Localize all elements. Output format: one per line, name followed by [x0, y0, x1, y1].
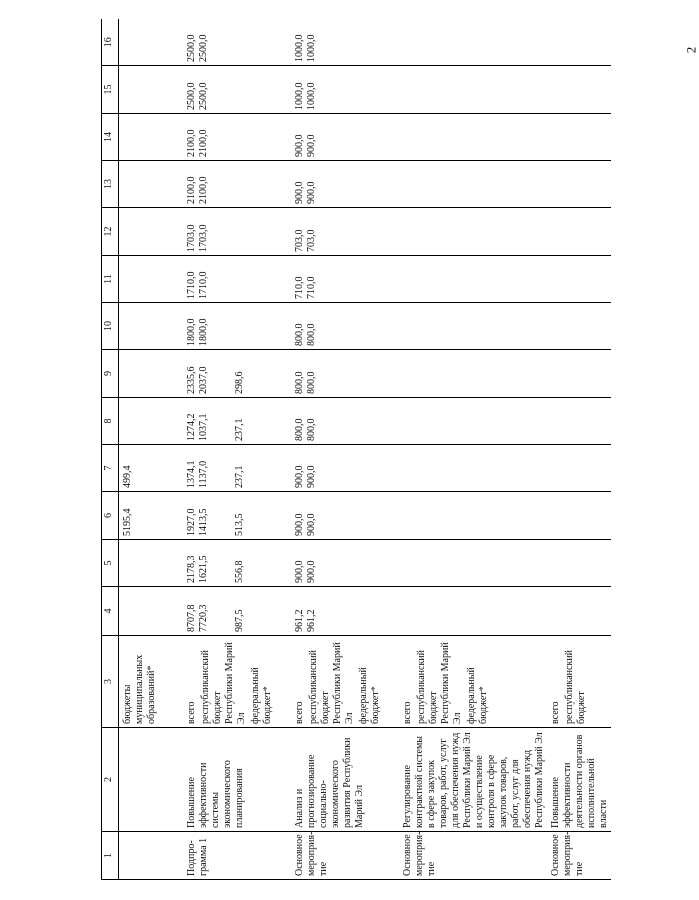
- value-line: [562, 495, 574, 536]
- column-header-3: 3: [102, 636, 119, 728]
- column-header-6: 6: [102, 492, 119, 540]
- column-header-16: 16: [102, 20, 119, 66]
- value-cell: [399, 66, 547, 114]
- value-line: [414, 448, 426, 488]
- value-line: [122, 306, 134, 346]
- value-line: [550, 448, 562, 488]
- value-line: 900,0: [306, 465, 317, 488]
- value-line: [134, 211, 146, 252]
- value-line: 1000,0: [294, 82, 305, 110]
- value-line: [550, 353, 562, 394]
- value-cell: [183, 114, 291, 161]
- value-line: 900,0: [306, 560, 317, 583]
- value-cell: [399, 114, 547, 161]
- value-line: 499,4: [122, 465, 133, 488]
- value-line: [402, 495, 414, 536]
- value-line: [562, 543, 574, 583]
- value-cell: [291, 445, 399, 492]
- value-line: [134, 590, 146, 632]
- value-line: [122, 353, 134, 394]
- value-cell: [291, 66, 399, 114]
- value-line: [550, 211, 562, 252]
- funding-source-label: республиканский бюджет Республики Марий Эл: [308, 642, 355, 724]
- value-line: [550, 259, 562, 299]
- value-line: 1413,5: [198, 508, 209, 536]
- column-header-9: 9: [102, 350, 119, 398]
- value-line: [414, 306, 426, 346]
- column-header-11: 11: [102, 256, 119, 303]
- value-cell: [119, 114, 184, 161]
- value-cell: [399, 20, 547, 66]
- funding-source-label: всего: [186, 701, 197, 724]
- value-line: [562, 164, 574, 204]
- value-line: 900,0: [306, 181, 317, 204]
- value-line: [402, 117, 414, 157]
- value-line: 1137,0: [198, 460, 209, 488]
- funding-source-label: федеральный бюджет*: [250, 667, 273, 724]
- funding-source-label: федеральный бюджет*: [358, 667, 381, 724]
- value-line: 1274,2: [186, 413, 197, 441]
- value-cell: [399, 161, 547, 208]
- value-line: 513,5: [234, 513, 245, 536]
- value-line: 1000,0: [294, 34, 305, 62]
- value-cell: [547, 20, 611, 66]
- value-cell: [183, 208, 291, 256]
- value-cell: [291, 208, 399, 256]
- value-line: [414, 69, 426, 110]
- value-cell: [291, 256, 399, 303]
- page-number: 2: [683, 46, 699, 54]
- funding-source-cell: [399, 636, 547, 728]
- value-cell: [119, 350, 184, 398]
- value-line: [122, 401, 134, 441]
- value-cell: [399, 540, 547, 587]
- value-line: 961,2: [294, 609, 305, 632]
- value-line: [134, 164, 146, 204]
- program-name-cell: Анализ и прогнозирование социально-экономического развития Республики Марий Эл: [291, 728, 399, 832]
- value-line: 703,0: [306, 229, 317, 252]
- value-line: [134, 306, 146, 346]
- value-line: [122, 117, 134, 157]
- funding-source-cell: [547, 636, 611, 728]
- program-type-cell: Основное мероприя-тие: [547, 832, 611, 880]
- value-line: [550, 543, 562, 583]
- value-line: 8707,8: [186, 604, 197, 632]
- value-line: 800,0: [294, 323, 305, 346]
- value-cell: [183, 161, 291, 208]
- value-line: 900,0: [306, 513, 317, 536]
- value-line: [402, 306, 414, 346]
- value-line: [562, 353, 574, 394]
- value-cell: [291, 540, 399, 587]
- value-cell: [547, 350, 611, 398]
- value-cell: [547, 587, 611, 636]
- value-line: 1000,0: [306, 82, 317, 110]
- program-name-cell: Повышение эффективности системы экономического планирования: [183, 728, 291, 832]
- table-row: [547, 20, 611, 880]
- value-line: [414, 401, 426, 441]
- value-line: [134, 448, 146, 488]
- value-cell: [399, 398, 547, 445]
- value-cell: [547, 114, 611, 161]
- value-line: [550, 401, 562, 441]
- value-line: [402, 164, 414, 204]
- column-header-8: 8: [102, 398, 119, 445]
- value-line: [414, 353, 426, 394]
- funding-source-cell: [291, 636, 399, 728]
- value-line: 2500,0: [186, 34, 197, 62]
- value-line: 1710,0: [198, 271, 209, 299]
- value-cell: [291, 350, 399, 398]
- value-line: 800,0: [294, 418, 305, 441]
- value-line: [550, 23, 562, 63]
- value-cell: [399, 350, 547, 398]
- value-line: [414, 495, 426, 536]
- value-line: 2100,0: [198, 176, 209, 204]
- value-line: [134, 117, 146, 157]
- value-line: [414, 117, 426, 157]
- column-header-1: 1: [102, 832, 119, 880]
- value-line: 800,0: [294, 371, 305, 394]
- value-cell: [291, 114, 399, 161]
- value-line: [562, 211, 574, 252]
- value-line: 1800,0: [186, 318, 197, 346]
- value-line: 5195,4: [122, 508, 133, 536]
- value-line: [550, 164, 562, 204]
- value-line: 900,0: [306, 134, 317, 157]
- value-line: [234, 23, 246, 63]
- value-line: 710,0: [306, 276, 317, 299]
- value-line: [414, 23, 426, 63]
- value-line: 900,0: [294, 134, 305, 157]
- value-cell: [119, 587, 184, 636]
- table-row: [119, 20, 184, 880]
- value-cell: [547, 398, 611, 445]
- value-cell: [547, 303, 611, 350]
- value-line: 2100,0: [198, 129, 209, 157]
- value-line: [402, 401, 414, 441]
- value-line: [414, 259, 426, 299]
- value-line: [234, 306, 246, 346]
- column-header-14: 14: [102, 114, 119, 161]
- value-line: [402, 590, 414, 632]
- value-line: 800,0: [306, 371, 317, 394]
- value-line: 1927,0: [186, 508, 197, 536]
- value-cell: [183, 540, 291, 587]
- rotated-table-frame: [101, 20, 651, 880]
- column-header-12: 12: [102, 208, 119, 256]
- value-line: [414, 211, 426, 252]
- value-cell: [183, 66, 291, 114]
- value-line: [122, 211, 134, 252]
- table-row: [183, 20, 291, 880]
- value-line: [134, 495, 146, 536]
- value-cell: [547, 540, 611, 587]
- value-line: [234, 69, 246, 110]
- value-line: 7720,3: [198, 604, 209, 632]
- value-cell: [183, 398, 291, 445]
- value-line: [550, 306, 562, 346]
- program-name-cell: Регулирование контрактной системы в сфере закупок товаров, работ, услуг для обеспечения нужд Республики Марий Эл и осуществление контроля в сфере закупок товаров, работ, услуг для обеспечения нужд Республики Марий Эл: [399, 728, 547, 832]
- column-header-4: 4: [102, 587, 119, 636]
- value-line: [134, 69, 146, 110]
- value-line: 1000,0: [306, 34, 317, 62]
- budget-table: [101, 20, 611, 881]
- value-line: [134, 401, 146, 441]
- value-cell: [399, 256, 547, 303]
- column-header-15: 15: [102, 66, 119, 114]
- value-line: 1800,0: [198, 318, 209, 346]
- value-line: 2500,0: [186, 82, 197, 110]
- value-line: [550, 117, 562, 157]
- value-line: [402, 543, 414, 583]
- value-cell: [399, 208, 547, 256]
- value-cell: [183, 350, 291, 398]
- value-line: [234, 259, 246, 299]
- value-line: [562, 401, 574, 441]
- value-line: [562, 259, 574, 299]
- funding-source-label: всего: [550, 701, 561, 724]
- value-line: [562, 23, 574, 63]
- value-cell: [183, 20, 291, 66]
- column-header-7: 7: [102, 445, 119, 492]
- funding-source-label: республиканский бюджет Республики Марий Эл: [416, 642, 463, 724]
- table-row: [399, 20, 547, 880]
- value-line: 2037,0: [198, 366, 209, 394]
- value-line: [122, 164, 134, 204]
- value-line: [562, 117, 574, 157]
- value-cell: [291, 20, 399, 66]
- value-cell: [119, 66, 184, 114]
- value-line: [402, 259, 414, 299]
- value-line: 2100,0: [186, 129, 197, 157]
- value-cell: [291, 161, 399, 208]
- value-line: [122, 259, 134, 299]
- value-cell: [183, 445, 291, 492]
- value-line: [122, 590, 134, 632]
- value-line: 961,2: [306, 609, 317, 632]
- value-line: [550, 495, 562, 536]
- value-line: [122, 69, 134, 110]
- value-line: [234, 117, 246, 157]
- value-line: [234, 211, 246, 252]
- value-line: 1710,0: [186, 271, 197, 299]
- value-line: [562, 69, 574, 110]
- value-line: 237,1: [234, 418, 245, 441]
- column-header-2: 2: [102, 728, 119, 832]
- value-line: 900,0: [294, 181, 305, 204]
- value-cell: [119, 303, 184, 350]
- value-line: 556,8: [234, 560, 245, 583]
- value-cell: [291, 492, 399, 540]
- value-cell: [119, 540, 184, 587]
- value-line: 2500,0: [198, 34, 209, 62]
- value-line: [414, 590, 426, 632]
- value-line: 2500,0: [198, 82, 209, 110]
- program-type-cell: Подпро-грамма 1: [183, 832, 291, 880]
- funding-source-label: всего: [294, 701, 305, 724]
- value-line: [134, 353, 146, 394]
- value-line: 900,0: [294, 465, 305, 488]
- value-line: [414, 164, 426, 204]
- value-line: [122, 23, 134, 63]
- value-cell: [291, 303, 399, 350]
- value-cell: [399, 587, 547, 636]
- value-cell: [291, 398, 399, 445]
- value-line: [550, 590, 562, 632]
- value-line: 900,0: [294, 513, 305, 536]
- value-line: 710,0: [294, 276, 305, 299]
- value-line: 1703,0: [198, 224, 209, 252]
- value-cell: [119, 20, 184, 66]
- funding-source-label: бюджеты муниципальных образований*: [122, 654, 157, 724]
- table-row: [291, 20, 399, 880]
- column-header-13: 13: [102, 161, 119, 208]
- funding-source-label: республиканский бюджет: [564, 649, 587, 724]
- funding-source-label: всего: [402, 701, 413, 724]
- funding-source-label: республиканский бюджет Республики Марий Эл: [200, 642, 247, 724]
- value-line: 237,1: [234, 465, 245, 488]
- value-cell: [119, 208, 184, 256]
- value-cell: [547, 66, 611, 114]
- value-cell: [183, 587, 291, 636]
- value-line: [122, 543, 134, 583]
- program-type-cell: Основное мероприя-тие: [291, 832, 399, 880]
- value-line: [234, 164, 246, 204]
- value-line: [550, 69, 562, 110]
- value-line: [402, 353, 414, 394]
- value-cell: [547, 161, 611, 208]
- program-name-cell: Повышение эффективности деятельности органов исполнительной власти: [547, 728, 611, 832]
- value-line: 1374,1: [186, 460, 197, 488]
- value-cell: [183, 492, 291, 540]
- value-line: 2335,6: [186, 366, 197, 394]
- value-line: 703,0: [294, 229, 305, 252]
- value-line: 1037,1: [198, 413, 209, 441]
- value-line: 800,0: [306, 323, 317, 346]
- value-cell: [547, 256, 611, 303]
- value-line: [562, 448, 574, 488]
- value-line: [134, 259, 146, 299]
- value-line: 800,0: [306, 418, 317, 441]
- value-line: [402, 23, 414, 63]
- value-line: 1621,5: [198, 555, 209, 583]
- column-header-10: 10: [102, 303, 119, 350]
- value-cell: [399, 303, 547, 350]
- value-cell: [547, 492, 611, 540]
- value-cell: [399, 445, 547, 492]
- value-cell: [119, 445, 184, 492]
- funding-source-cell: [183, 636, 291, 728]
- value-line: 2100,0: [186, 176, 197, 204]
- value-cell: [119, 256, 184, 303]
- value-cell: [291, 587, 399, 636]
- value-line: 1703,0: [186, 224, 197, 252]
- value-line: 900,0: [294, 560, 305, 583]
- value-line: [134, 543, 146, 583]
- value-line: [402, 69, 414, 110]
- program-type-cell: [119, 832, 184, 880]
- header-row: [102, 20, 119, 880]
- value-line: 2178,3: [186, 555, 197, 583]
- value-cell: [119, 398, 184, 445]
- value-line: [562, 306, 574, 346]
- funding-source-label: федеральный бюджет*: [466, 667, 489, 724]
- funding-source-cell: [119, 636, 184, 728]
- value-line: [402, 448, 414, 488]
- value-cell: [183, 303, 291, 350]
- value-line: 298,6: [234, 371, 245, 394]
- value-line: [402, 211, 414, 252]
- program-name-cell: [119, 728, 184, 832]
- column-header-5: 5: [102, 540, 119, 587]
- value-cell: [399, 492, 547, 540]
- value-line: [562, 590, 574, 632]
- value-cell: [119, 161, 184, 208]
- value-cell: [119, 492, 184, 540]
- value-line: [134, 23, 146, 63]
- value-cell: [183, 256, 291, 303]
- value-cell: [547, 445, 611, 492]
- value-line: 987,5: [234, 609, 245, 632]
- value-cell: [547, 208, 611, 256]
- value-line: [414, 543, 426, 583]
- program-type-cell: Основное мероприя-тие: [399, 832, 547, 880]
